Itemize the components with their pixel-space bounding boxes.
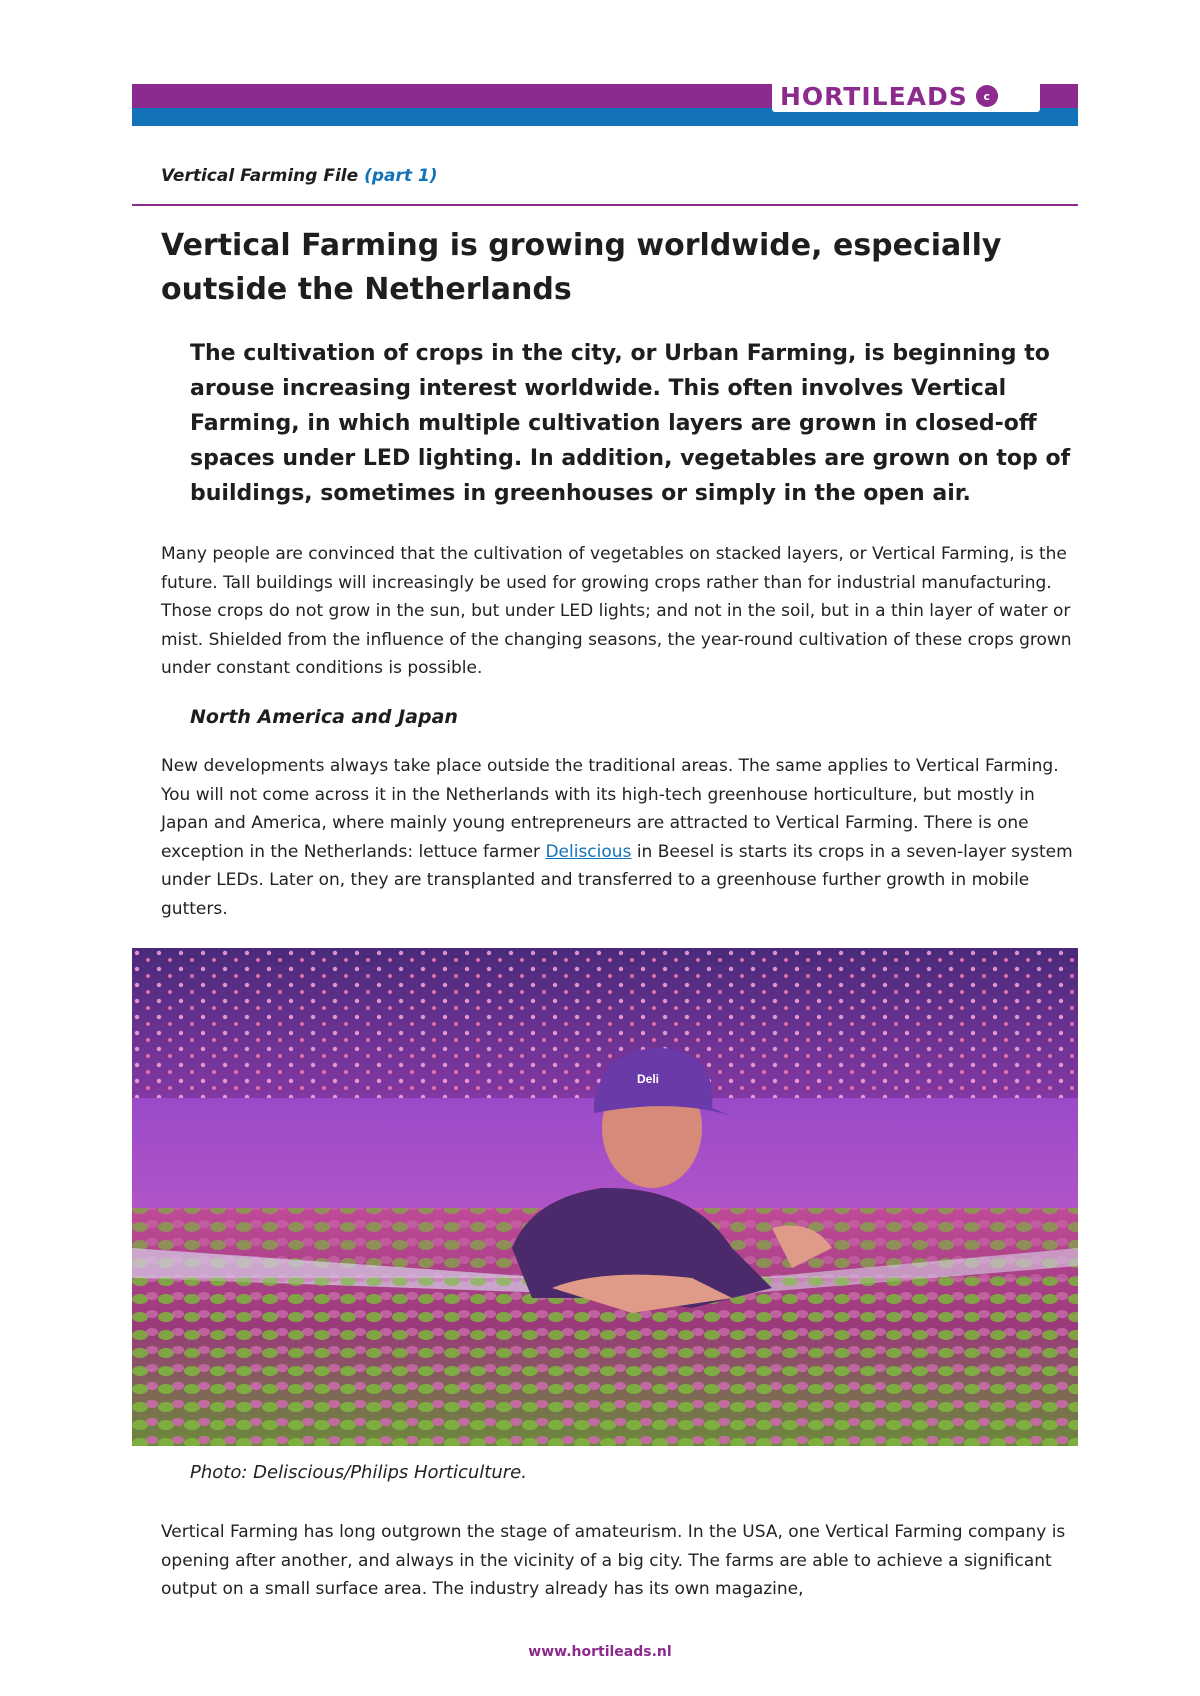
deliscious-link[interactable]: Deliscious xyxy=(545,841,632,862)
series-kicker xyxy=(161,166,438,186)
body-paragraph-2 xyxy=(161,752,1081,923)
hortileads-logo xyxy=(772,80,1040,112)
kicker-divider xyxy=(132,204,1078,206)
article-title: Vertical Farming is growing worldwide, especially outside the Netherlands xyxy=(161,228,1002,307)
body-paragraph-1: Many people are convinced that the cultivation of vegetables on stacked layers, or Vertical Farming, is the future. Tall buildings will increasingly be used for growing crops rather than for industrial manufacturing. Those crops do not grow in the sun, but under LED lights; and not in the soil, but in a thin layer of water or mist. Shielded from the influence of the changing seasons, the year-round cultivation of these crops grown under constant conditions is possible. xyxy=(161,544,1072,678)
photo-caption: Photo: Deliscious/Philips Horticulture. xyxy=(190,1462,527,1483)
article-lead: The cultivation of crops in the city, or Urban Farming, is beginning to arouse increasing interest worldwide. This often involves Vertical Farming, in which multiple cultivation layers are grown in closed-off spaces under LED lighting. In addition, vegetables are grown on top of buildings, sometimes in greenhouses or simply in the open air. xyxy=(190,341,1071,506)
kicker-main: Vertical Farming File xyxy=(161,166,359,186)
para2-text-after: in Beesel is starts its crops in a seven-layer system under LEDs. Later on, they are transplanted and transferred to a greenhouse further growth in mobile gutters. xyxy=(161,841,1073,919)
para2-text-before: New developments always take place outside the traditional areas. The same applies to Vertical Farming. You will not come across it in the Netherlands with its high-tech greenhouse horticulture, but mostly in Japan and America, where mainly young entrepreneurs are attracted to Vertical Farming. There is one exception in the Netherlands: lettuce farmer xyxy=(161,756,1059,862)
cap-logo-text: Deli xyxy=(637,1072,660,1086)
footer-url[interactable]: www.hortileads.nl xyxy=(528,1644,672,1660)
photo-illustration xyxy=(132,948,1078,1446)
logo-wordmark: HORTILEADS xyxy=(780,81,968,111)
section-heading: North America and Japan xyxy=(190,706,458,728)
article-photo xyxy=(132,948,1078,1446)
kicker-part: (part 1) xyxy=(364,166,438,186)
logo-mark-icon: c xyxy=(976,85,998,107)
body-paragraph-3: Vertical Farming has long outgrown the stage of amateurism. In the USA, one Vertical Farming company is opening after another, and always in the vicinity of a big city. The farms are able to achieve a significant output on a small surface area. The industry already has its own magazine, xyxy=(161,1522,1066,1599)
